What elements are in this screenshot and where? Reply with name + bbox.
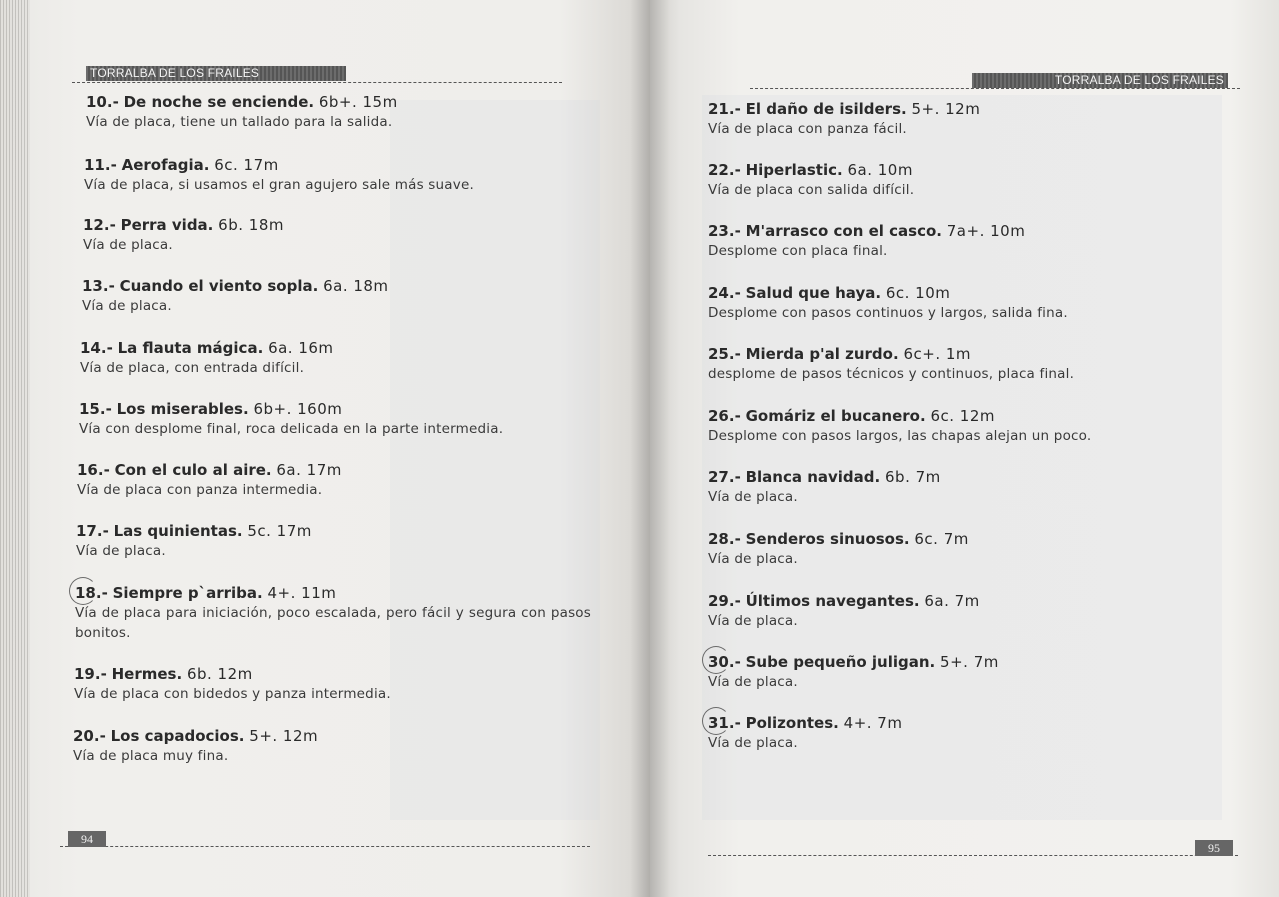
route-number: 24.- (708, 284, 741, 302)
route-name: El daño de isilders. (745, 100, 907, 118)
route-entry (708, 467, 1228, 507)
route-name: Sube pequeño juligan. (745, 653, 936, 671)
route-entry (708, 529, 1228, 569)
route-grade: 6a. 10m (847, 161, 913, 179)
page-number (68, 831, 106, 847)
route-description: Vía de placa con panza intermedia. (77, 482, 323, 498)
route-number: 14.- (80, 339, 113, 357)
page-edge-stack (0, 0, 30, 897)
route-entry (708, 344, 1228, 384)
route-name: La flauta mágica. (117, 339, 264, 357)
route-name: De noche se enciende. (123, 93, 315, 111)
route-number: 29.- (708, 592, 741, 610)
route-entry (83, 215, 603, 255)
route-grade: 6c. 7m (914, 530, 969, 548)
route-grade: 6a. 7m (924, 592, 980, 610)
route-description: desplome de pasos técnicos y continuos, placa final. (708, 366, 1075, 382)
route-number: 26.- (708, 407, 741, 425)
route-name: Perra vida. (120, 216, 214, 234)
route-description: Vía de placa. (83, 237, 173, 253)
route-number: 23.- (708, 222, 741, 240)
route-description: Vía de placa. (708, 551, 798, 567)
route-entry (74, 664, 594, 704)
right-page (650, 0, 1279, 897)
route-name: Salud que haya. (745, 284, 882, 302)
footer-rule (708, 855, 1238, 856)
route-entry (708, 283, 1228, 323)
route-grade: 7a+. 10m (946, 222, 1026, 240)
route-description: Vía de placa. (76, 543, 166, 559)
route-entry (84, 155, 604, 195)
page-number-text: 95 (1208, 841, 1220, 855)
route-name: Últimos navegantes. (745, 592, 920, 610)
route-name: M'arrasco con el casco. (745, 222, 942, 240)
route-description: Vía de placa. (708, 489, 798, 505)
route-grade: 6b. 18m (218, 216, 284, 234)
route-description: Vía de placa con panza fácil. (708, 121, 907, 137)
route-grade: 6c+. 1m (903, 345, 972, 363)
route-entry (79, 399, 599, 439)
route-entry (708, 160, 1228, 200)
route-entry (73, 726, 593, 766)
route-number: 22.- (708, 161, 741, 179)
route-grade: 6a. 17m (276, 461, 342, 479)
section-header (86, 66, 346, 81)
route-number: 31.- (708, 714, 741, 732)
route-name: Aerofagia. (121, 156, 210, 174)
route-description: Desplome con pasos largos, las chapas alejan un poco. (708, 428, 1092, 444)
route-number: 30.- (708, 653, 741, 671)
route-description: Vía con desplome final, roca delicada en la parte intermedia. (79, 421, 504, 437)
route-name: Los capadocios. (110, 727, 245, 745)
route-entry (708, 652, 1228, 692)
route-entry (708, 406, 1228, 446)
route-number: 11.- (84, 156, 117, 174)
route-number: 25.- (708, 345, 741, 363)
route-description: Vía de placa, con entrada difícil. (80, 360, 305, 376)
route-entry (77, 460, 597, 500)
route-number: 21.- (708, 100, 741, 118)
route-grade: 5+. 12m (249, 727, 319, 745)
route-grade: 5+. 7m (940, 653, 999, 671)
route-description: Desplome con pasos continuos y largos, salida fina. (708, 305, 1068, 321)
route-name: Senderos sinuosos. (745, 530, 910, 548)
page-number (1195, 840, 1233, 856)
route-grade: 6a. 18m (323, 277, 389, 295)
faded-background-panel (702, 95, 1222, 820)
section-header-text: TORRALBA DE LOS FRAILES (1054, 73, 1224, 87)
route-name: Hermes. (111, 665, 183, 683)
section-header-text: TORRALBA DE LOS FRAILES (90, 66, 260, 80)
route-entry (708, 221, 1228, 261)
route-entry (86, 92, 606, 132)
route-grade: 6b. 7m (885, 468, 941, 486)
route-number: 15.- (79, 400, 112, 418)
route-number: 13.- (82, 277, 115, 295)
route-entry (708, 591, 1228, 631)
route-entry (82, 276, 602, 316)
route-grade: 5+. 12m (911, 100, 981, 118)
route-entry (75, 583, 595, 643)
route-name: Las quinientas. (113, 522, 243, 540)
route-description: Vía de placa muy fina. (73, 748, 229, 764)
route-name: Cuando el viento sopla. (119, 277, 319, 295)
route-number: 18.- (75, 584, 108, 602)
route-name: Hiperlastic. (745, 161, 843, 179)
route-description: Vía de placa. (708, 613, 798, 629)
route-number: 20.- (73, 727, 106, 745)
route-name: Gomáriz el bucanero. (745, 407, 926, 425)
route-entry (708, 99, 1228, 139)
route-grade: 5c. 17m (247, 522, 312, 540)
route-name: Siempre p`arriba. (112, 584, 263, 602)
route-name: Blanca navidad. (745, 468, 881, 486)
route-entry (80, 338, 600, 378)
route-description: Vía de placa. (82, 298, 172, 314)
page-number-text: 94 (81, 832, 93, 846)
route-grade: 4+. 7m (843, 714, 903, 732)
header-rule (750, 88, 1240, 89)
route-number: 16.- (77, 461, 110, 479)
route-name: Mierda p'al zurdo. (745, 345, 899, 363)
route-number: 10.- (86, 93, 119, 111)
section-header (972, 73, 1228, 88)
route-description: Vía de placa. (708, 674, 798, 690)
route-name: Polizontes. (745, 714, 839, 732)
route-entry (76, 521, 596, 561)
route-grade: 4+. 11m (267, 584, 337, 602)
route-name: Los miserables. (116, 400, 249, 418)
footer-rule (60, 846, 590, 847)
route-description: Vía de placa, si usamos el gran agujero sale más suave. (84, 177, 474, 193)
route-description: Vía de placa para iniciación, poco escalada, pero fácil y segura con pasos bonitos. (75, 605, 591, 641)
route-grade: 6a. 16m (268, 339, 334, 357)
route-number: 12.- (83, 216, 116, 234)
route-description: Vía de placa con bidedos y panza intermedia. (74, 686, 391, 702)
route-number: 27.- (708, 468, 741, 486)
route-description: Desplome con placa final. (708, 243, 888, 259)
route-grade: 6b+. 15m (318, 93, 398, 111)
route-number: 17.- (76, 522, 109, 540)
route-number: 28.- (708, 530, 741, 548)
route-grade: 6c. 12m (930, 407, 995, 425)
route-number: 19.- (74, 665, 107, 683)
route-grade: 6c. 17m (214, 156, 279, 174)
route-grade: 6b+. 160m (253, 400, 343, 418)
route-entry (708, 713, 1228, 753)
route-grade: 6b. 12m (186, 665, 253, 683)
route-description: Vía de placa, tiene un tallado para la salida. (86, 114, 393, 130)
route-name: Con el culo al aire. (114, 461, 272, 479)
route-description: Vía de placa. (708, 735, 798, 751)
header-rule (72, 82, 562, 83)
route-description: Vía de placa con salida difícil. (708, 182, 915, 198)
route-grade: 6c. 10m (885, 284, 951, 302)
